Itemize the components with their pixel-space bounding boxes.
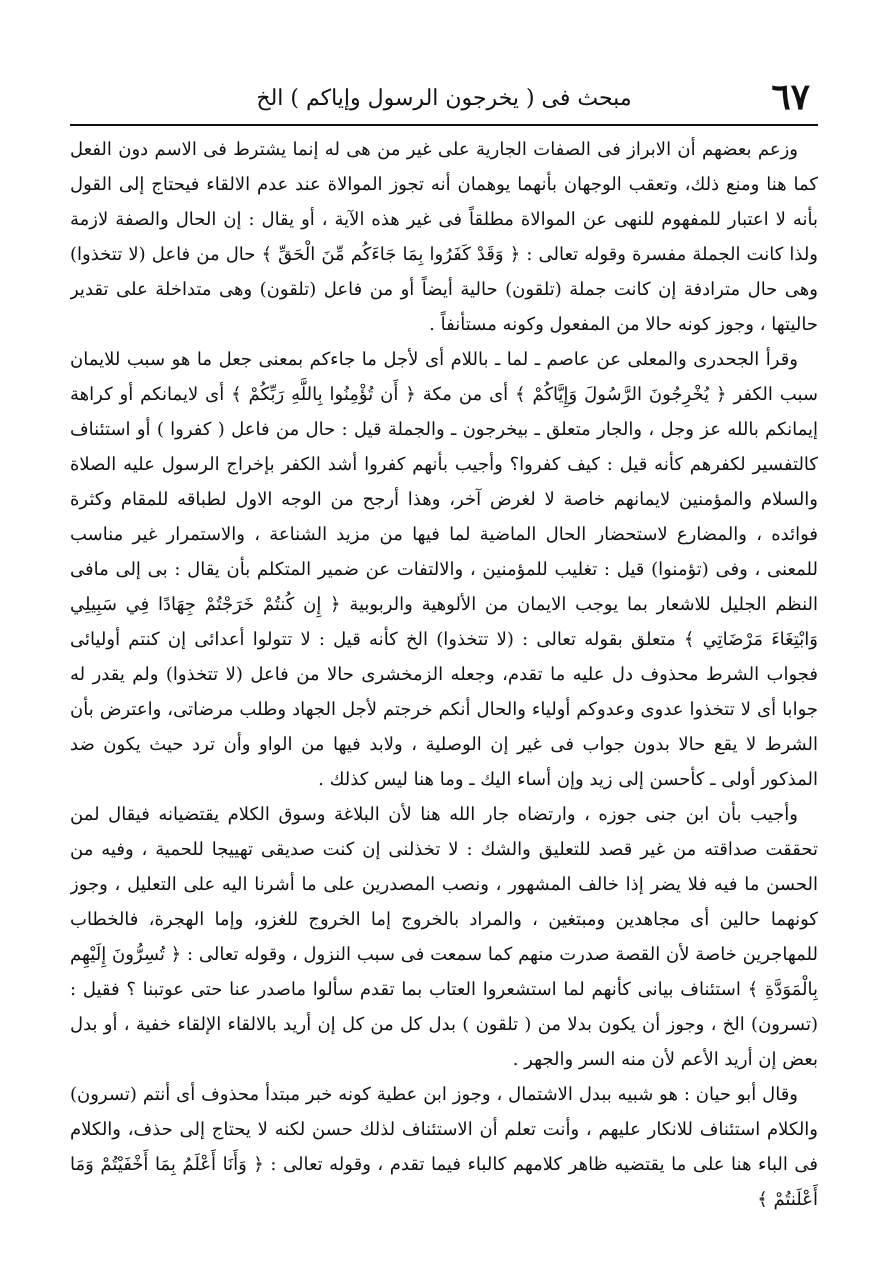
page-header — [70, 70, 818, 126]
paragraph: وقال أبو حيان : هو شبيه ببدل الاشتمال ، وجوز ابن عطية كونه خبر مبتدأ محذوف أى أنتم (تسرون) والكلام استئناف للانكار عليهم ، وأنت تعلم أن الاستئناف لذلك حسن لكنه لا يحتاج إلى حذف، والكلام فى الباء هنا على ما يقتضيه ظاهر كلامهم كالباء فيما تقدم ، وقوله تعالى : ﴿ وَأَنَا أَعْلَمُ بِمَا أَخْفَيْتُمْ وَمَا أَعْلَنتُمْ ﴾ — [70, 1084, 818, 1210]
book-page — [70, 70, 818, 1220]
paragraph: وقرأ الجحدرى والمعلى عن عاصم ـ لما ـ باللام أى لأجل ما جاءكم بمعنى جعل ما هو سبب للايمان سبب الكفر ﴿ يُخْرِجُونَ الرَّسُولَ وَإِيَّاكُمْ ﴾ أى من مكة ﴿ أَن تُؤْمِنُوا بِاللَّهِ رَبِّكُمْ ﴾ أى لايمانكم أو كراهة إيمانكم بالله عز وجل ، والجار متعلق ـ بيخرجون ـ والجملة قيل : حال من فاعل ( كفروا ) أو استئناف كالتفسير لكفرهم كأنه قيل : كيف كفروا؟ وأجيب بأنهم كفروا أشد الكفر بإخراج الرسول عليه الصلاة والسلام والمؤمنين لايمانهم خاصة لا لغرض آخر، وهذا أرجح من الوجه الاول لطباقه للمقام وكثرة فوائده ، والمضارع لاستحضار الحال الماضية لما فيها من مزيد الشناعة ، والاستمرار غير مناسب للمعنى ، وفى (تؤمنوا) قيل : تغليب للمؤمنين ، والالتفات عن ضمير المتكلم بأن يقال : بى إلى مافى النظم الجليل للاشعار بما يوجب الايمان من الألوهية والربوبية ﴿ إِن كُنتُمْ خَرَجْتُمْ جِهَادًا فِي سَبِيلِي وَابْتِغَاءَ مَرْضَاتِي ﴾ متعلق بقوله تعالى : (لا تتخذوا) الخ كأنه قيل : لا تتولوا أعدائى إن كنتم أوليائى فجواب الشرط محذوف دل عليه ما تقدم، وجعله الزمخشرى حالا من فاعل (لا تتخذوا) ولم يقدر له جوابا أى لا تتخذوا عدوى وعدوكم أولياء والحال أنكم خرجتم لأجل الجهاد وطلب مرضاتى، واعترض بأن الشرط لا يقع حالا بدون جواب فى غير إن الوصلية ، ولابد فيها من الواو وأن ترد حيث يكون ضد المذكور أولى ـ كأحسن إلى زيد وإن أساء اليك ـ وما هنا ليس كذلك . — [70, 349, 818, 790]
paragraph: وزعم بعضهم أن الابراز فى الصفات الجارية على غير من هى له إنما يشترط فى الاسم دون الفعل كما هنا ومنع ذلك، وتعقب الوجهان بأنهما يوهمان أنه تجوز الموالاة عند عدم الالقاء فيحتاج إلى القول بأنه لا اعتبار للمفهوم للنهى عن الموالاة مطلقاً فى غير هذه الآية ، أو يقال : إن الحال والصفة لازمة ولذا كانت الجملة مفسرة وقوله تعالى : ﴿ وَقَدْ كَفَرُوا بِمَا جَاءَكُم مِّنَ الْحَقِّ ﴾ حال من فاعل (لا تتخذوا) وهى حال مترادفة إن كانت جملة (تلقون) حالية أيضاً أو من فاعل (تلقون) وهى متداخلة على تقدير حاليتها ، وجوز كونه حالا من المفعول وكونه مستأنفاً . — [70, 139, 818, 335]
running-title: مبحث فى ( يخرجون الرسول وإياكم ) الخ — [256, 86, 632, 111]
body-text — [70, 132, 818, 1217]
page-number: ٦٧ — [771, 76, 810, 118]
paragraph: وأجيب بأن ابن جنى جوزه ، وارتضاه جار الله هنا لأن البلاغة وسوق الكلام يقتضيانه فيقال لمن تحققت صداقته من غير قصد للتعليق والشك : لا تخذلنى إن كنت صديقى تهييجا للحمية ، وفيه من الحسن ما فيه فلا يضر إذا خالف المشهور ، ونصب المصدرين على ما أشرنا اليه على التعليل ، وجوز كونهما حالين أى مجاهدين ومبتغين ، والمراد بالخروج إما الخروج للغزو، وإما الهجرة، فالخطاب للمهاجرين خاصة لأن القصة صدرت منهم كما سمعت فى سبب النزول ، وقوله تعالى : ﴿ تُسِرُّونَ إِلَيْهِم بِالْمَوَدَّةِ ﴾ استئناف بيانى كأنهم لما استشعروا العتاب بما تقدم سألوا ماصدر عنا حتى عوتبنا ؟ فقيل : (تسرون) الخ ، وجوز أن يكون بدلا من ( تلقون ) بدل كل من كل إن أريد بالالقاء الإلقاء خفية ، أو بدل بعض إن أريد الأعم لأن منه السر والجهر . — [70, 804, 818, 1070]
header-divider — [70, 124, 818, 126]
